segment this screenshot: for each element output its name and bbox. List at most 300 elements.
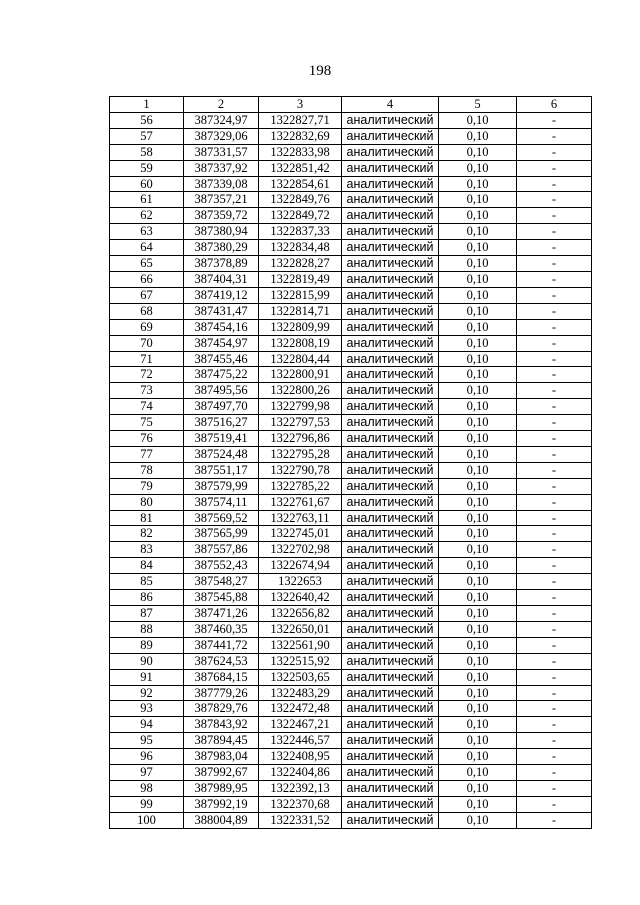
y-coordinate-cell: 1322828,27: [259, 256, 342, 272]
accuracy-cell: 0,10: [439, 494, 517, 510]
accuracy-cell: 0,10: [439, 208, 517, 224]
accuracy-cell: 0,10: [439, 287, 517, 303]
y-coordinate-cell: 1322483,29: [259, 685, 342, 701]
table-row: [110, 367, 592, 383]
point-number-cell: 81: [110, 510, 184, 526]
method-cell: аналитический: [342, 144, 439, 160]
x-coordinate-cell: 387359,72: [184, 208, 259, 224]
table-row: [110, 510, 592, 526]
method-cell: аналитический: [342, 128, 439, 144]
accuracy-cell: 0,10: [439, 192, 517, 208]
note-cell: -: [517, 574, 592, 590]
table-row: [110, 653, 592, 669]
column-header-1: 1: [110, 97, 184, 113]
point-number-cell: 57: [110, 128, 184, 144]
note-cell: -: [517, 542, 592, 558]
note-cell: -: [517, 637, 592, 653]
x-coordinate-cell: 387460,35: [184, 621, 259, 637]
x-coordinate-cell: 387454,16: [184, 319, 259, 335]
point-number-cell: 79: [110, 478, 184, 494]
note-cell: -: [517, 415, 592, 431]
x-coordinate-cell: 387339,08: [184, 176, 259, 192]
method-cell: аналитический: [342, 335, 439, 351]
x-coordinate-cell: 387684,15: [184, 669, 259, 685]
table-row: [110, 383, 592, 399]
y-coordinate-cell: 1322796,86: [259, 431, 342, 447]
note-cell: -: [517, 462, 592, 478]
coordinates-table: [109, 96, 592, 829]
note-cell: -: [517, 590, 592, 606]
point-number-cell: 74: [110, 399, 184, 415]
accuracy-cell: 0,10: [439, 542, 517, 558]
note-cell: -: [517, 749, 592, 765]
point-number-cell: 98: [110, 780, 184, 796]
note-cell: -: [517, 319, 592, 335]
point-number-cell: 76: [110, 431, 184, 447]
column-header-6: 6: [517, 97, 592, 113]
accuracy-cell: 0,10: [439, 383, 517, 399]
x-coordinate-cell: 387574,11: [184, 494, 259, 510]
y-coordinate-cell: 1322446,57: [259, 733, 342, 749]
note-cell: -: [517, 128, 592, 144]
method-cell: аналитический: [342, 606, 439, 622]
note-cell: -: [517, 780, 592, 796]
accuracy-cell: 0,10: [439, 144, 517, 160]
y-coordinate-cell: 1322833,98: [259, 144, 342, 160]
y-coordinate-cell: 1322561,90: [259, 637, 342, 653]
accuracy-cell: 0,10: [439, 574, 517, 590]
point-number-cell: 94: [110, 717, 184, 733]
table-row: [110, 494, 592, 510]
point-number-cell: 68: [110, 303, 184, 319]
y-coordinate-cell: 1322331,52: [259, 812, 342, 828]
point-number-cell: 69: [110, 319, 184, 335]
x-coordinate-cell: 387380,94: [184, 224, 259, 240]
point-number-cell: 87: [110, 606, 184, 622]
table-row: [110, 478, 592, 494]
accuracy-cell: 0,10: [439, 176, 517, 192]
point-number-cell: 97: [110, 765, 184, 781]
y-coordinate-cell: 1322815,99: [259, 287, 342, 303]
table-row: [110, 796, 592, 812]
accuracy-cell: 0,10: [439, 796, 517, 812]
y-coordinate-cell: 1322640,42: [259, 590, 342, 606]
table-row: [110, 160, 592, 176]
y-coordinate-cell: 1322702,98: [259, 542, 342, 558]
point-number-cell: 93: [110, 701, 184, 717]
y-coordinate-cell: 1322799,98: [259, 399, 342, 415]
table-row: [110, 717, 592, 733]
note-cell: -: [517, 478, 592, 494]
point-number-cell: 70: [110, 335, 184, 351]
table-row: [110, 208, 592, 224]
y-coordinate-cell: 1322408,95: [259, 749, 342, 765]
point-number-cell: 82: [110, 526, 184, 542]
table-row: [110, 303, 592, 319]
method-cell: аналитический: [342, 733, 439, 749]
y-coordinate-cell: 1322827,71: [259, 112, 342, 128]
table-row: [110, 574, 592, 590]
table-row: [110, 271, 592, 287]
method-cell: аналитический: [342, 796, 439, 812]
y-coordinate-cell: 1322745,01: [259, 526, 342, 542]
point-number-cell: 83: [110, 542, 184, 558]
note-cell: -: [517, 351, 592, 367]
y-coordinate-cell: 1322800,26: [259, 383, 342, 399]
x-coordinate-cell: 387471,26: [184, 606, 259, 622]
note-cell: -: [517, 287, 592, 303]
note-cell: -: [517, 558, 592, 574]
note-cell: -: [517, 717, 592, 733]
note-cell: -: [517, 669, 592, 685]
point-number-cell: 95: [110, 733, 184, 749]
note-cell: -: [517, 224, 592, 240]
accuracy-cell: 0,10: [439, 780, 517, 796]
point-number-cell: 71: [110, 351, 184, 367]
method-cell: аналитический: [342, 478, 439, 494]
y-coordinate-cell: 1322761,67: [259, 494, 342, 510]
x-coordinate-cell: 387357,21: [184, 192, 259, 208]
method-cell: аналитический: [342, 685, 439, 701]
method-cell: аналитический: [342, 415, 439, 431]
note-cell: -: [517, 256, 592, 272]
table-row: [110, 526, 592, 542]
point-number-cell: 89: [110, 637, 184, 653]
accuracy-cell: 0,10: [439, 812, 517, 828]
x-coordinate-cell: 387829,76: [184, 701, 259, 717]
table-row: [110, 192, 592, 208]
y-coordinate-cell: 1322785,22: [259, 478, 342, 494]
accuracy-cell: 0,10: [439, 621, 517, 637]
y-coordinate-cell: 1322819,49: [259, 271, 342, 287]
y-coordinate-cell: 1322851,42: [259, 160, 342, 176]
accuracy-cell: 0,10: [439, 558, 517, 574]
y-coordinate-cell: 1322515,92: [259, 653, 342, 669]
method-cell: аналитический: [342, 399, 439, 415]
method-cell: аналитический: [342, 558, 439, 574]
x-coordinate-cell: 387324,97: [184, 112, 259, 128]
x-coordinate-cell: 388004,89: [184, 812, 259, 828]
note-cell: -: [517, 335, 592, 351]
x-coordinate-cell: 387495,56: [184, 383, 259, 399]
table-row: [110, 224, 592, 240]
y-coordinate-cell: 1322653: [259, 574, 342, 590]
x-coordinate-cell: 387552,43: [184, 558, 259, 574]
method-cell: аналитический: [342, 701, 439, 717]
accuracy-cell: 0,10: [439, 701, 517, 717]
x-coordinate-cell: 387380,29: [184, 240, 259, 256]
method-cell: аналитический: [342, 431, 439, 447]
x-coordinate-cell: 387779,26: [184, 685, 259, 701]
accuracy-cell: 0,10: [439, 335, 517, 351]
x-coordinate-cell: 387441,72: [184, 637, 259, 653]
method-cell: аналитический: [342, 446, 439, 462]
accuracy-cell: 0,10: [439, 303, 517, 319]
table-row: [110, 446, 592, 462]
accuracy-cell: 0,10: [439, 733, 517, 749]
table-row: [110, 558, 592, 574]
y-coordinate-cell: 1322404,86: [259, 765, 342, 781]
y-coordinate-cell: 1322370,68: [259, 796, 342, 812]
page-number: 198: [308, 63, 332, 79]
table-row: [110, 621, 592, 637]
table-body: [110, 112, 592, 828]
note-cell: -: [517, 796, 592, 812]
method-cell: аналитический: [342, 319, 439, 335]
x-coordinate-cell: 387983,04: [184, 749, 259, 765]
x-coordinate-cell: 387548,27: [184, 574, 259, 590]
note-cell: -: [517, 446, 592, 462]
y-coordinate-cell: 1322804,44: [259, 351, 342, 367]
accuracy-cell: 0,10: [439, 765, 517, 781]
accuracy-cell: 0,10: [439, 510, 517, 526]
x-coordinate-cell: 387419,12: [184, 287, 259, 303]
accuracy-cell: 0,10: [439, 462, 517, 478]
x-coordinate-cell: 387454,97: [184, 335, 259, 351]
x-coordinate-cell: 387545,88: [184, 590, 259, 606]
x-coordinate-cell: 387992,19: [184, 796, 259, 812]
y-coordinate-cell: 1322849,76: [259, 192, 342, 208]
table-row: [110, 319, 592, 335]
table-row: [110, 701, 592, 717]
x-coordinate-cell: 387579,99: [184, 478, 259, 494]
y-coordinate-cell: 1322650,01: [259, 621, 342, 637]
note-cell: -: [517, 303, 592, 319]
y-coordinate-cell: 1322392,13: [259, 780, 342, 796]
point-number-cell: 64: [110, 240, 184, 256]
accuracy-cell: 0,10: [439, 224, 517, 240]
method-cell: аналитический: [342, 208, 439, 224]
accuracy-cell: 0,10: [439, 446, 517, 462]
table-row: [110, 176, 592, 192]
x-coordinate-cell: 387404,31: [184, 271, 259, 287]
note-cell: -: [517, 160, 592, 176]
table-row: [110, 431, 592, 447]
accuracy-cell: 0,10: [439, 367, 517, 383]
note-cell: -: [517, 383, 592, 399]
table-row: [110, 415, 592, 431]
method-cell: аналитический: [342, 462, 439, 478]
column-header-4: 4: [342, 97, 439, 113]
note-cell: -: [517, 653, 592, 669]
point-number-cell: 90: [110, 653, 184, 669]
method-cell: аналитический: [342, 749, 439, 765]
point-number-cell: 75: [110, 415, 184, 431]
method-cell: аналитический: [342, 367, 439, 383]
method-cell: аналитический: [342, 351, 439, 367]
method-cell: аналитический: [342, 271, 439, 287]
note-cell: -: [517, 271, 592, 287]
method-cell: аналитический: [342, 192, 439, 208]
x-coordinate-cell: 387843,92: [184, 717, 259, 733]
method-cell: аналитический: [342, 526, 439, 542]
note-cell: -: [517, 240, 592, 256]
x-coordinate-cell: 387551,17: [184, 462, 259, 478]
point-number-cell: 77: [110, 446, 184, 462]
table-row: [110, 542, 592, 558]
point-number-cell: 84: [110, 558, 184, 574]
column-header-3: 3: [259, 97, 342, 113]
point-number-cell: 67: [110, 287, 184, 303]
point-number-cell: 66: [110, 271, 184, 287]
x-coordinate-cell: 387329,06: [184, 128, 259, 144]
x-coordinate-cell: 387331,57: [184, 144, 259, 160]
table-row: [110, 256, 592, 272]
accuracy-cell: 0,10: [439, 669, 517, 685]
table-row: [110, 128, 592, 144]
point-number-cell: 62: [110, 208, 184, 224]
x-coordinate-cell: 387519,41: [184, 431, 259, 447]
y-coordinate-cell: 1322797,53: [259, 415, 342, 431]
x-coordinate-cell: 387378,89: [184, 256, 259, 272]
note-cell: -: [517, 733, 592, 749]
x-coordinate-cell: 387624,53: [184, 653, 259, 669]
note-cell: -: [517, 367, 592, 383]
y-coordinate-cell: 1322763,11: [259, 510, 342, 526]
note-cell: -: [517, 144, 592, 160]
table-row: [110, 240, 592, 256]
accuracy-cell: 0,10: [439, 526, 517, 542]
method-cell: аналитический: [342, 637, 439, 653]
accuracy-cell: 0,10: [439, 399, 517, 415]
point-number-cell: 80: [110, 494, 184, 510]
point-number-cell: 78: [110, 462, 184, 478]
accuracy-cell: 0,10: [439, 749, 517, 765]
note-cell: -: [517, 176, 592, 192]
accuracy-cell: 0,10: [439, 128, 517, 144]
method-cell: аналитический: [342, 224, 439, 240]
note-cell: -: [517, 685, 592, 701]
table-row: [110, 144, 592, 160]
y-coordinate-cell: 1322837,33: [259, 224, 342, 240]
y-coordinate-cell: 1322854,61: [259, 176, 342, 192]
accuracy-cell: 0,10: [439, 240, 517, 256]
y-coordinate-cell: 1322656,82: [259, 606, 342, 622]
accuracy-cell: 0,10: [439, 717, 517, 733]
table-row: [110, 749, 592, 765]
y-coordinate-cell: 1322800,91: [259, 367, 342, 383]
point-number-cell: 92: [110, 685, 184, 701]
x-coordinate-cell: 387516,27: [184, 415, 259, 431]
table-header-row: [110, 97, 592, 113]
point-number-cell: 88: [110, 621, 184, 637]
accuracy-cell: 0,10: [439, 637, 517, 653]
x-coordinate-cell: 387565,99: [184, 526, 259, 542]
accuracy-cell: 0,10: [439, 319, 517, 335]
accuracy-cell: 0,10: [439, 271, 517, 287]
point-number-cell: 63: [110, 224, 184, 240]
method-cell: аналитический: [342, 590, 439, 606]
x-coordinate-cell: 387337,92: [184, 160, 259, 176]
method-cell: аналитический: [342, 494, 439, 510]
method-cell: аналитический: [342, 780, 439, 796]
point-number-cell: 91: [110, 669, 184, 685]
table-row: [110, 335, 592, 351]
method-cell: аналитический: [342, 240, 439, 256]
accuracy-cell: 0,10: [439, 112, 517, 128]
point-number-cell: 86: [110, 590, 184, 606]
method-cell: аналитический: [342, 287, 439, 303]
method-cell: аналитический: [342, 256, 439, 272]
table-row: [110, 112, 592, 128]
accuracy-cell: 0,10: [439, 351, 517, 367]
point-number-cell: 65: [110, 256, 184, 272]
table-row: [110, 590, 592, 606]
method-cell: аналитический: [342, 765, 439, 781]
method-cell: аналитический: [342, 812, 439, 828]
note-cell: -: [517, 701, 592, 717]
method-cell: аналитический: [342, 621, 439, 637]
accuracy-cell: 0,10: [439, 415, 517, 431]
x-coordinate-cell: 387431,47: [184, 303, 259, 319]
accuracy-cell: 0,10: [439, 653, 517, 669]
table-row: [110, 685, 592, 701]
x-coordinate-cell: 387524,48: [184, 446, 259, 462]
y-coordinate-cell: 1322808,19: [259, 335, 342, 351]
accuracy-cell: 0,10: [439, 256, 517, 272]
note-cell: -: [517, 112, 592, 128]
method-cell: аналитический: [342, 112, 439, 128]
note-cell: -: [517, 431, 592, 447]
table-row: [110, 351, 592, 367]
method-cell: аналитический: [342, 574, 439, 590]
method-cell: аналитический: [342, 176, 439, 192]
point-number-cell: 61: [110, 192, 184, 208]
method-cell: аналитический: [342, 669, 439, 685]
y-coordinate-cell: 1322472,48: [259, 701, 342, 717]
y-coordinate-cell: 1322674,94: [259, 558, 342, 574]
method-cell: аналитический: [342, 510, 439, 526]
accuracy-cell: 0,10: [439, 606, 517, 622]
x-coordinate-cell: 387989,95: [184, 780, 259, 796]
x-coordinate-cell: 387894,45: [184, 733, 259, 749]
note-cell: -: [517, 494, 592, 510]
point-number-cell: 59: [110, 160, 184, 176]
point-number-cell: 56: [110, 112, 184, 128]
table-row: [110, 462, 592, 478]
table-row: [110, 780, 592, 796]
note-cell: -: [517, 510, 592, 526]
column-header-5: 5: [439, 97, 517, 113]
method-cell: аналитический: [342, 653, 439, 669]
point-number-cell: 58: [110, 144, 184, 160]
method-cell: аналитический: [342, 303, 439, 319]
point-number-cell: 85: [110, 574, 184, 590]
y-coordinate-cell: 1322795,28: [259, 446, 342, 462]
y-coordinate-cell: 1322814,71: [259, 303, 342, 319]
table-row: [110, 606, 592, 622]
accuracy-cell: 0,10: [439, 685, 517, 701]
accuracy-cell: 0,10: [439, 160, 517, 176]
method-cell: аналитический: [342, 383, 439, 399]
accuracy-cell: 0,10: [439, 590, 517, 606]
table-row: [110, 812, 592, 828]
method-cell: аналитический: [342, 542, 439, 558]
y-coordinate-cell: 1322834,48: [259, 240, 342, 256]
y-coordinate-cell: 1322832,69: [259, 128, 342, 144]
x-coordinate-cell: 387992,67: [184, 765, 259, 781]
y-coordinate-cell: 1322503,65: [259, 669, 342, 685]
note-cell: -: [517, 621, 592, 637]
point-number-cell: 72: [110, 367, 184, 383]
note-cell: -: [517, 208, 592, 224]
accuracy-cell: 0,10: [439, 478, 517, 494]
table-row: [110, 669, 592, 685]
x-coordinate-cell: 387475,22: [184, 367, 259, 383]
note-cell: -: [517, 192, 592, 208]
x-coordinate-cell: 387569,52: [184, 510, 259, 526]
x-coordinate-cell: 387497,70: [184, 399, 259, 415]
